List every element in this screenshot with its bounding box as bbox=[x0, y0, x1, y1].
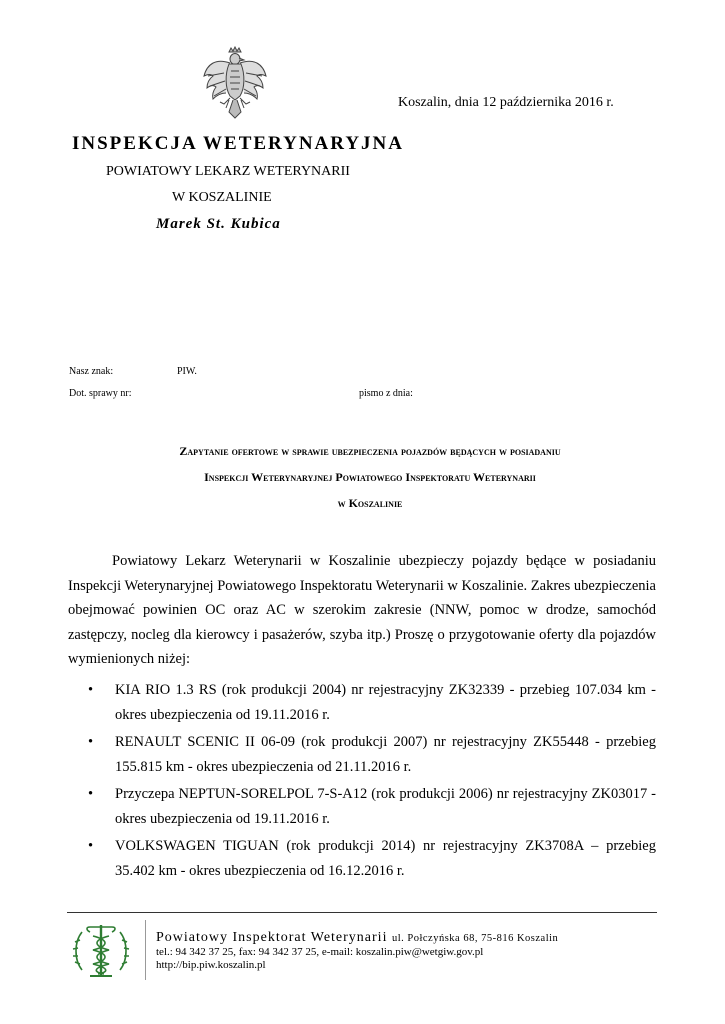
veterinary-caduceus-logo-icon bbox=[68, 918, 134, 984]
eagle-emblem-icon bbox=[202, 46, 268, 122]
body-paragraph: Powiatowy Lekarz Weterynarii w Koszalinie ubezpieczy pojazdy będące w posiadaniu Inspekcji Weterynaryjnej Powiatowego Inspektoratu Weterynarii w Koszalinie. Zakres ubezpieczenia obejmować powinien OC oraz AC w szerokim zakresie (NNW, pomoc w drodze, samochód zastępczy, nocleg dla kierowcy i pasażerów, szyba itp.) Proszę o przygotowanie oferty dla pojazdów wymienionych niżej: bbox=[68, 553, 656, 667]
footer-separator bbox=[145, 920, 146, 980]
vehicle-description: KIA RIO 1.3 RS (rok produkcji 2004) nr rejestracyjny ZK32339 - przebieg 107.034 km - okres ubezpieczenia od 19.11.2016 r. bbox=[115, 682, 656, 723]
vehicle-description: Przyczepa NEPTUN-SORELPOL 7-S-A12 (rok produkcji 2006) nr rejestracyjny ZK03017 - okres ubezpieczenia od 19.11.2016 r. bbox=[115, 786, 656, 827]
subject-line-3: w Koszalinie bbox=[337, 496, 403, 510]
organization-head-name: Marek St. Kubica bbox=[156, 216, 281, 232]
vehicle-list-item bbox=[88, 782, 656, 831]
subject-line-1: Zapytanie ofertowe w sprawie ubezpieczenia pojazdów będących w posiadaniu bbox=[179, 444, 561, 458]
letter-date: Koszalin, dnia 12 października 2016 r. bbox=[398, 95, 614, 110]
organization-title: INSPEKCJA WETERYNARYJNA bbox=[72, 133, 404, 154]
footer-website-link[interactable]: http://bip.piw.koszalin.pl bbox=[156, 959, 266, 971]
vehicle-description: RENAULT SCENIC II 06-09 (rok produkcji 2007) nr rejestracyjny ZK55448 - przebieg 155.815 km - okres ubezpieczenia od 21.11.2016 r. bbox=[115, 734, 656, 775]
footer-institution-name: Powiatowy Inspektorat Weterynarii bbox=[156, 930, 388, 945]
reference-value: PIW. bbox=[177, 366, 197, 377]
vehicle-list-item bbox=[88, 678, 656, 727]
vehicle-list bbox=[88, 678, 656, 886]
bullet: • bbox=[88, 734, 94, 750]
reference-label: Nasz znak: bbox=[69, 366, 114, 377]
footer-institution bbox=[156, 930, 558, 946]
organization-office: POWIATOWY LEKARZ WETERYNARII bbox=[106, 164, 350, 179]
bullet: • bbox=[88, 786, 94, 802]
bullet: • bbox=[88, 682, 94, 698]
case-number-label: Dot. sprawy nr: bbox=[69, 388, 132, 399]
letter-date-label: pismo z dnia: bbox=[359, 388, 413, 399]
vehicle-list-item bbox=[88, 834, 656, 883]
footer-divider bbox=[67, 912, 657, 913]
organization-city: W KOSZALINIE bbox=[172, 190, 272, 205]
footer-contact: tel.: 94 342 37 25, fax: 94 342 37 25, e-mail: koszalin.piw@wetgiw.gov.pl bbox=[156, 946, 484, 958]
subject-line-2: Inspekcji Weterynaryjnej Powiatowego Inspektoratu Weterynarii bbox=[204, 470, 536, 484]
vehicle-list-item bbox=[88, 730, 656, 779]
footer-address: ul. Połczyńska 68, 75-816 Koszalin bbox=[391, 933, 559, 944]
vehicle-description: VOLKSWAGEN TIGUAN (rok produkcji 2014) nr rejestracyjny ZK3708A – przebieg 35.402 km - okres ubezpieczenia od 16.12.2016 r. bbox=[115, 838, 656, 879]
bullet: • bbox=[88, 838, 94, 854]
